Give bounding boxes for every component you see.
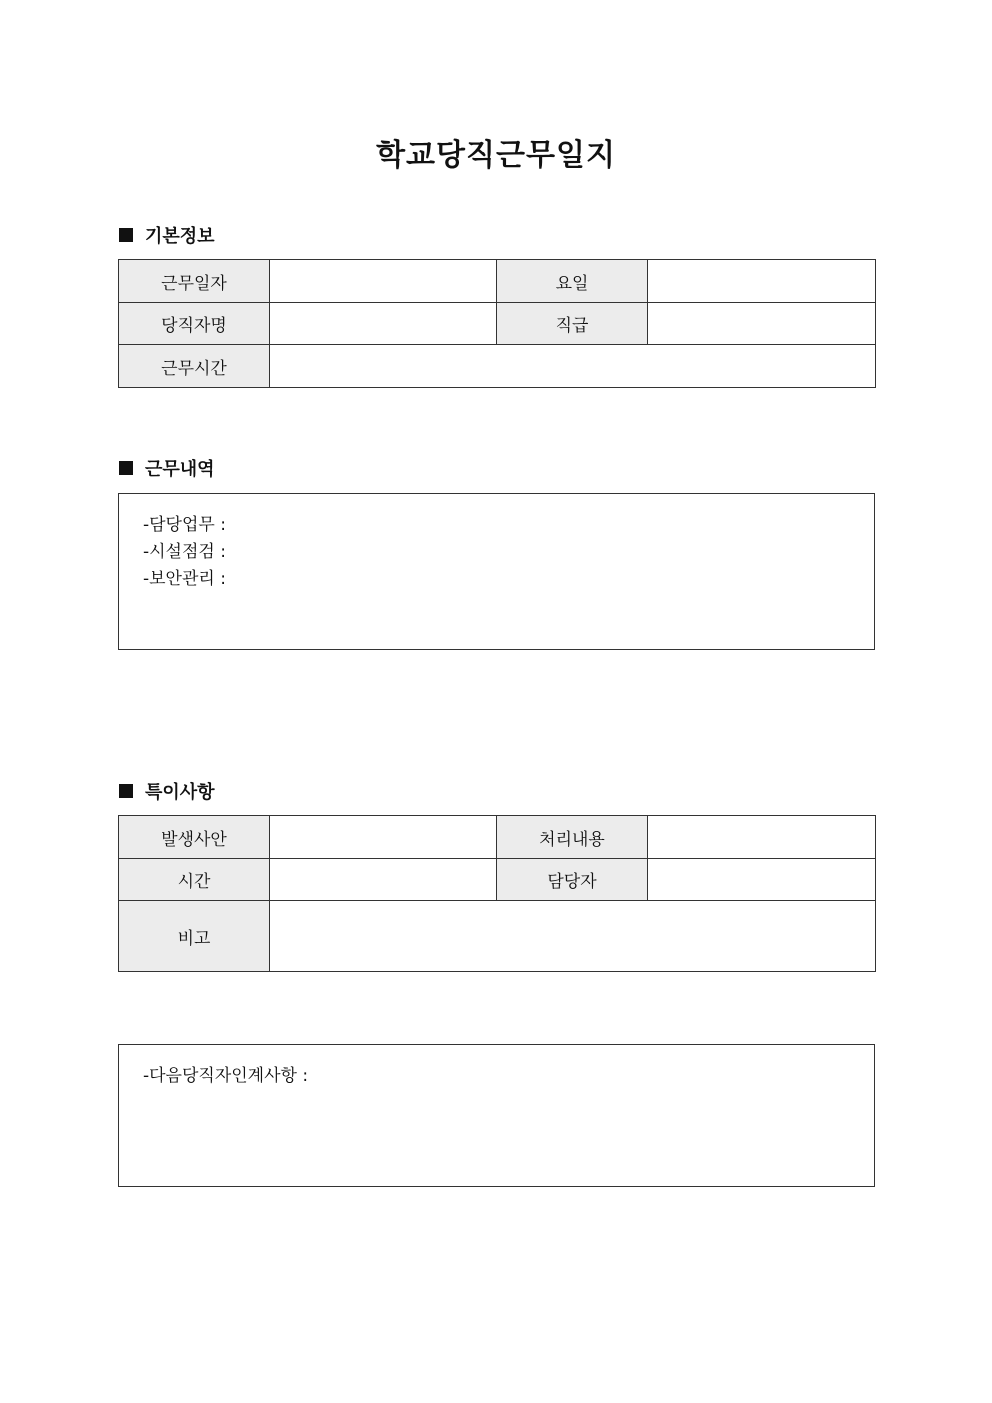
- work-hours-field[interactable]: [270, 345, 876, 388]
- rank-label: 직급: [497, 303, 648, 345]
- work-date-label: 근무일자: [119, 260, 270, 303]
- work-date-field[interactable]: [270, 260, 497, 303]
- incident-label: 발생사안: [119, 816, 270, 859]
- table-row: [119, 816, 876, 859]
- security-management-line: -보안관리 :: [143, 569, 226, 589]
- weekday-label: 요일: [497, 260, 648, 303]
- incident-field[interactable]: [270, 816, 497, 859]
- duty-person-label: 당직자명: [119, 303, 270, 345]
- page-title: 학교당직근무일지: [376, 138, 616, 173]
- rank-field[interactable]: [648, 303, 876, 345]
- duty-person-field[interactable]: [270, 303, 497, 345]
- work-details-heading-label: 근무내역: [145, 459, 215, 480]
- table-row: [119, 859, 876, 901]
- handover-line: -다음당직자인계사항 :: [143, 1066, 309, 1086]
- square-bullet-icon: [119, 784, 133, 798]
- basic-info-table: [118, 259, 876, 388]
- facility-check-line: -시설점검 :: [143, 542, 226, 562]
- assigned-duty-line: -담당업무 :: [143, 515, 226, 535]
- handover-box[interactable]: [118, 1044, 875, 1187]
- handling-field[interactable]: [648, 816, 876, 859]
- square-bullet-icon: [119, 461, 133, 475]
- work-details-box[interactable]: [118, 493, 875, 650]
- time-field[interactable]: [270, 859, 497, 901]
- person-in-charge-label: 담당자: [497, 859, 648, 901]
- handling-label: 처리내용: [497, 816, 648, 859]
- special-notes-table: [118, 815, 876, 972]
- basic-info-heading: [119, 222, 215, 248]
- remarks-label: 비고: [119, 901, 270, 972]
- table-row: [119, 345, 876, 388]
- work-details-heading: [119, 455, 215, 481]
- table-row: [119, 303, 876, 345]
- square-bullet-icon: [119, 228, 133, 242]
- weekday-field[interactable]: [648, 260, 876, 303]
- special-notes-heading: [119, 778, 215, 804]
- basic-info-heading-label: 기본정보: [145, 226, 215, 247]
- person-in-charge-field[interactable]: [648, 859, 876, 901]
- table-row: [119, 260, 876, 303]
- work-hours-label: 근무시간: [119, 345, 270, 388]
- remarks-field[interactable]: [270, 901, 876, 972]
- table-row: [119, 901, 876, 972]
- special-notes-heading-label: 특이사항: [145, 782, 215, 803]
- time-label: 시간: [119, 859, 270, 901]
